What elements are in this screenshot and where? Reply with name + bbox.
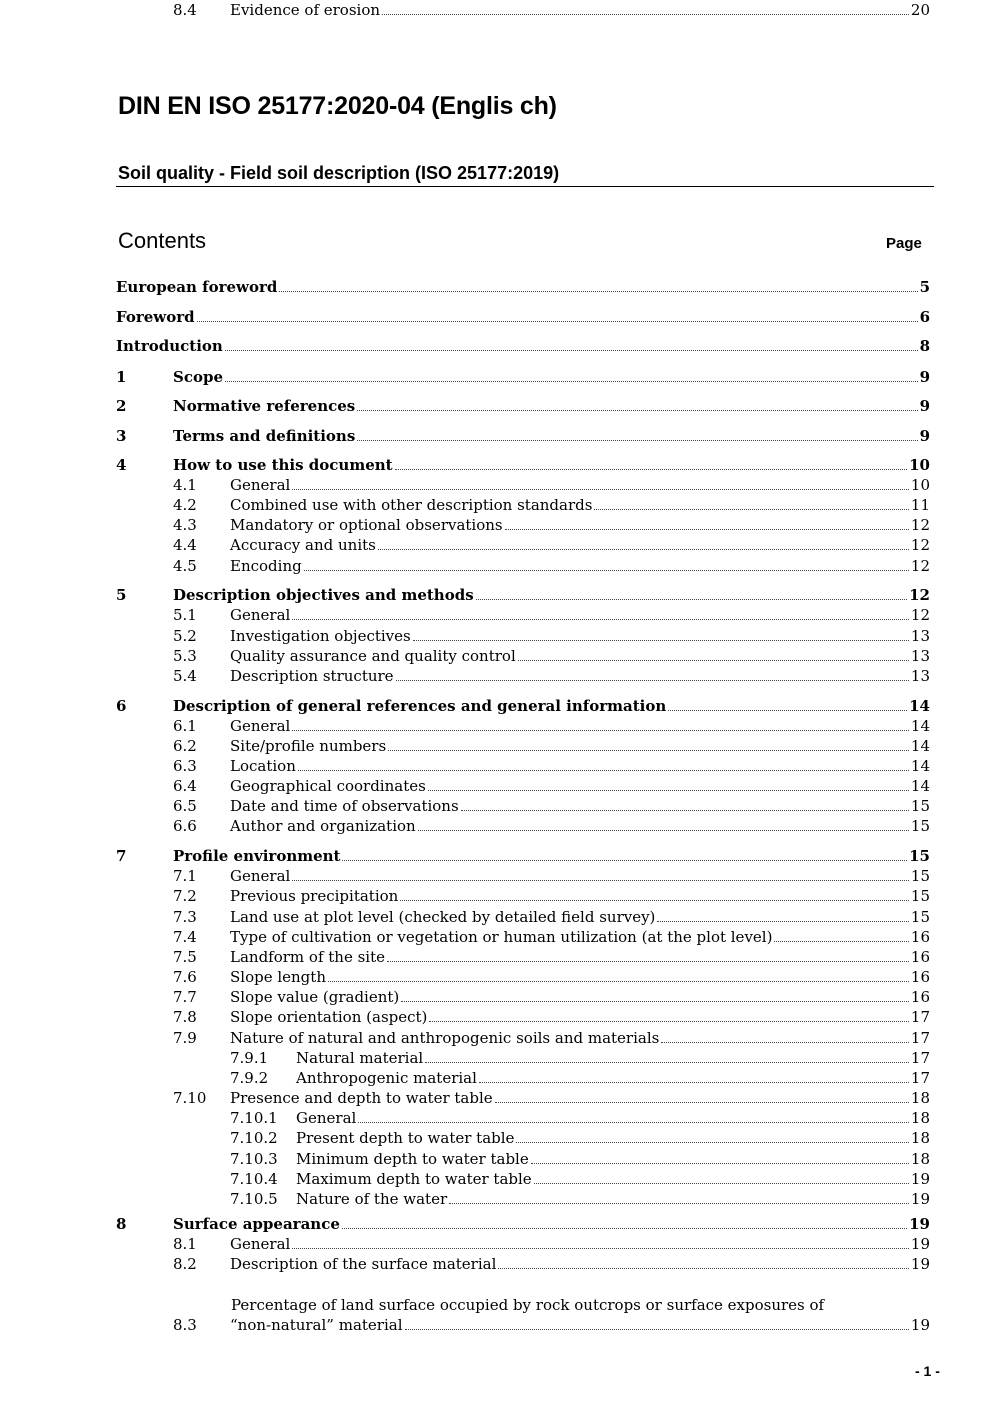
toc-entry[interactable] [0, 1048, 992, 1068]
toc-entry[interactable] [0, 846, 992, 866]
toc-entry-title: Type of cultivation or vegetation or human utilization (at the plot level) [230, 928, 773, 946]
dot-leader [449, 1203, 909, 1204]
dot-leader [413, 640, 909, 641]
toc-entry[interactable] [0, 277, 992, 297]
toc-entry-continuation: Percentage of land surface occupied by rock outcrops or surface exposures of [231, 1296, 825, 1314]
toc-entry-page: 10 [909, 456, 930, 474]
toc-entry[interactable] [0, 475, 992, 495]
toc-entry-title: Anthropogenic material [296, 1069, 477, 1087]
toc-entry-title: Geographical coordinates [230, 777, 426, 795]
toc-entry-page: 17 [910, 1029, 930, 1047]
toc-entry[interactable] [0, 535, 992, 555]
toc-entry-title: Description structure [230, 667, 394, 685]
toc-entry-number: 4.5 [173, 557, 197, 575]
toc-entry-page: 14 [910, 777, 930, 795]
toc-entry-number: 7.10.4 [230, 1170, 278, 1188]
toc-entry-number: 4.1 [173, 476, 197, 494]
toc-entry-page: 19 [910, 1170, 930, 1188]
toc-entry-page: 9 [919, 397, 930, 415]
toc-entry-title: General [230, 867, 291, 885]
toc-entry-page: 15 [910, 797, 930, 815]
toc-entry-number: 8 [116, 1215, 127, 1233]
dot-leader [418, 830, 909, 831]
toc-entry-page: 5 [919, 278, 930, 296]
dot-leader [774, 941, 908, 942]
dot-leader [405, 1329, 909, 1330]
toc-entry[interactable] [0, 816, 992, 836]
toc-entry-page: 6 [919, 308, 930, 326]
dot-leader [594, 509, 908, 510]
dot-leader [304, 570, 909, 571]
toc-entry-page: 14 [910, 757, 930, 775]
toc-entry[interactable] [0, 886, 992, 906]
toc-entry-page: 13 [910, 627, 930, 645]
toc-entry[interactable] [0, 736, 992, 756]
toc-entry-page: 16 [910, 928, 930, 946]
toc-entry-number: 7.4 [173, 928, 197, 946]
dot-leader [225, 381, 918, 382]
toc-entry[interactable] [0, 907, 992, 927]
toc-entry-number: 6.4 [173, 777, 197, 795]
dot-leader [425, 1062, 909, 1063]
toc-entry-title: Normative references [173, 397, 356, 415]
toc-entry[interactable] [0, 1088, 992, 1108]
dot-leader [531, 1163, 909, 1164]
toc-entry[interactable] [0, 626, 992, 646]
toc-entry-page: 12 [910, 536, 930, 554]
toc-entry[interactable] [0, 987, 992, 1007]
dot-leader [461, 810, 909, 811]
dot-leader [382, 14, 909, 15]
toc-entry-number: 7.1 [173, 867, 197, 885]
dot-leader [357, 410, 917, 411]
toc-entry-page: 12 [909, 586, 930, 604]
toc-entry-number: 7.2 [173, 887, 197, 905]
toc-entry-title: Land use at plot level (checked by detailed field survey) [230, 908, 656, 926]
dot-leader [292, 880, 909, 881]
page-column-label: Page [886, 235, 922, 252]
toc-entry-page: 13 [910, 667, 930, 685]
toc-entry-page: 15 [910, 887, 930, 905]
toc-entry-number: 7.10 [173, 1089, 207, 1107]
toc-entry-number: 4.4 [173, 536, 197, 554]
dot-leader [401, 1001, 909, 1002]
toc-entry[interactable] [0, 866, 992, 886]
toc-entry-title: Investigation objectives [230, 627, 411, 645]
toc-entry-page: 17 [910, 1008, 930, 1026]
toc-entry-number: 6.6 [173, 817, 197, 835]
toc-entry-page: 19 [910, 1255, 930, 1273]
toc-entry-title: Profile environment [173, 847, 341, 865]
dot-leader [657, 921, 908, 922]
dot-leader [668, 710, 907, 711]
dot-leader [395, 469, 908, 470]
toc-entry-number: 7.9.1 [230, 1049, 269, 1067]
toc-entry-number: 7.3 [173, 908, 197, 926]
toc-entry[interactable] [0, 1128, 992, 1148]
dot-leader [429, 1021, 909, 1022]
toc-entry-page: 17 [910, 1049, 930, 1067]
toc-entry-number: 8.4 [173, 1, 197, 19]
dot-leader [387, 961, 909, 962]
toc-entry-title: Description of general references and general information [173, 697, 667, 715]
toc-entry-title: Foreword [116, 308, 195, 326]
toc-entry[interactable] [0, 336, 992, 356]
toc-entry-page: 19 [910, 1190, 930, 1208]
toc-entry-number: 6 [116, 697, 127, 715]
toc-entry-title: “non-natural” material [230, 1316, 403, 1334]
toc-entry-page: 14 [910, 737, 930, 755]
dot-leader [358, 1122, 909, 1123]
toc-entry-title: Description of the surface material [230, 1255, 497, 1273]
toc-entry-page: 12 [910, 516, 930, 534]
toc-entry-number: 7.10.5 [230, 1190, 278, 1208]
toc-entry-page: 8 [919, 337, 930, 355]
toc-entry-page: 16 [910, 948, 930, 966]
toc-entry[interactable] [0, 1149, 992, 1169]
toc-entry-number: 7.5 [173, 948, 197, 966]
toc-entry-title: Natural material [296, 1049, 424, 1067]
toc-entry[interactable] [0, 666, 992, 686]
toc-entry-title: Scope [173, 368, 224, 386]
toc-entry[interactable] [0, 1254, 992, 1274]
dot-leader [279, 291, 917, 292]
toc-entry[interactable] [0, 426, 992, 446]
toc-entry-title: Presence and depth to water table [230, 1089, 493, 1107]
toc-entry-title: Encoding [230, 557, 302, 575]
dot-leader [495, 1102, 909, 1103]
toc-entry-title: Present depth to water table [296, 1129, 515, 1147]
page-number: - 1 - [915, 1363, 940, 1379]
toc-entry-number: 5 [116, 586, 127, 604]
toc-entry[interactable] [0, 927, 992, 947]
toc-entry-number: 7 [116, 847, 127, 865]
toc-entry-title: Date and time of observations [230, 797, 459, 815]
dot-leader [357, 440, 917, 441]
toc-entry[interactable] [0, 716, 992, 736]
dot-leader [476, 599, 907, 600]
toc-entry[interactable] [0, 1315, 992, 1335]
toc-entry[interactable] [0, 646, 992, 666]
toc-entry-page: 18 [910, 1109, 930, 1127]
dot-leader [342, 1228, 907, 1229]
toc-entry-page: 12 [910, 606, 930, 624]
toc-entry[interactable] [0, 1108, 992, 1128]
toc-entry-title: General [230, 1235, 291, 1253]
dot-leader [292, 730, 909, 731]
toc-entry-number: 4.3 [173, 516, 197, 534]
toc-entry-title: Author and organization [230, 817, 416, 835]
toc-entry-title: Quality assurance and quality control [230, 647, 516, 665]
toc-entry-page: 19 [910, 1316, 930, 1334]
toc-entry[interactable] [0, 796, 992, 816]
toc-entry[interactable] [0, 1068, 992, 1088]
toc-entry[interactable] [0, 1007, 992, 1027]
toc-entry-title: Mandatory or optional observations [230, 516, 503, 534]
toc-entry-title: General [230, 476, 291, 494]
toc-entry-title: General [296, 1109, 357, 1127]
toc-entry[interactable] [0, 585, 992, 605]
toc-entry-title: Location [230, 757, 296, 775]
dot-leader [292, 489, 909, 490]
toc-entry-page: 16 [910, 968, 930, 986]
toc-entry-title: Maximum depth to water table [296, 1170, 532, 1188]
toc-entry[interactable] [0, 455, 992, 475]
toc-entry-title: Accuracy and units [230, 536, 376, 554]
toc-entry-number: 7.9.2 [230, 1069, 269, 1087]
toc-entry-title: Description objectives and methods [173, 586, 474, 604]
dot-leader [388, 750, 909, 751]
toc-entry[interactable] [0, 396, 992, 416]
toc-entry-page: 9 [919, 427, 930, 445]
contents-heading: Contents [118, 228, 207, 253]
toc-entry-title: General [230, 606, 291, 624]
toc-entry-number: 8.1 [173, 1235, 197, 1253]
dot-leader [505, 529, 909, 530]
dot-leader [292, 619, 909, 620]
dot-leader [197, 321, 918, 322]
toc-entry[interactable] [0, 556, 992, 576]
toc-entry-title: Slope length [230, 968, 326, 986]
dot-leader [498, 1268, 909, 1269]
toc-entry-title: Terms and definitions [173, 427, 356, 445]
toc-entry[interactable] [0, 696, 992, 716]
toc-entry-title: Nature of the water [296, 1190, 448, 1208]
toc-entry[interactable] [0, 0, 992, 20]
toc-entry-number: 4 [116, 456, 127, 474]
toc-entry-page: 15 [910, 867, 930, 885]
toc-entry-title: Landform of the site [230, 948, 385, 966]
toc-entry-number: 7.6 [173, 968, 197, 986]
toc-entry-page: 14 [909, 697, 930, 715]
toc-entry-page: 19 [910, 1235, 930, 1253]
toc-entry-title: European foreword [116, 278, 278, 296]
toc-entry-number: 1 [116, 368, 127, 386]
dot-leader [225, 350, 918, 351]
toc-entry-page: 12 [910, 557, 930, 575]
toc-entry-number: 5.4 [173, 667, 197, 685]
toc-entry-page: 16 [910, 988, 930, 1006]
toc-entry-page: 17 [910, 1069, 930, 1087]
toc-entry[interactable] [0, 756, 992, 776]
toc-entry-page: 18 [910, 1150, 930, 1168]
dot-leader [292, 1248, 909, 1249]
toc-entry-number: 6.5 [173, 797, 197, 815]
toc-entry[interactable] [0, 307, 992, 327]
toc-entry-number: 8.2 [173, 1255, 197, 1273]
dot-leader [516, 1142, 908, 1143]
dot-leader [661, 1042, 909, 1043]
dot-leader [396, 680, 909, 681]
toc-entry-number: 7.10.3 [230, 1150, 278, 1168]
dot-leader [428, 790, 909, 791]
dot-leader [298, 770, 909, 771]
dot-leader [378, 549, 909, 550]
toc-entry-page: 15 [910, 908, 930, 926]
document-title: DIN EN ISO 25177:2020-04 (Englis ch) [118, 92, 557, 120]
dot-leader [534, 1183, 909, 1184]
toc-entry-number: 6.2 [173, 737, 197, 755]
toc-entry-number: 5.3 [173, 647, 197, 665]
toc-entry[interactable] [0, 776, 992, 796]
toc-entry-title: Surface appearance [173, 1215, 340, 1233]
toc-entry-number: 7.7 [173, 988, 197, 1006]
toc-entry-number: 5.2 [173, 627, 197, 645]
toc-entry[interactable] [0, 605, 992, 625]
toc-entry-number: 6.1 [173, 717, 197, 735]
toc-entry-number: 5.1 [173, 606, 197, 624]
toc-entry[interactable] [0, 1214, 992, 1234]
toc-entry-page: 18 [910, 1129, 930, 1147]
toc-entry-title: Combined use with other description standards [230, 496, 593, 514]
toc-entry-page: 15 [910, 817, 930, 835]
toc-entry-page: 14 [910, 717, 930, 735]
toc-entry-title: General [230, 717, 291, 735]
toc-entry[interactable] [0, 1028, 992, 1048]
dot-leader [479, 1082, 909, 1083]
toc-entry-number: 7.8 [173, 1008, 197, 1026]
toc-entry-number: 8.3 [173, 1316, 197, 1334]
toc-entry-page: 19 [909, 1215, 930, 1233]
toc-entry-page: 15 [909, 847, 930, 865]
toc-entry-number: 4.2 [173, 496, 197, 514]
toc-entry[interactable] [0, 1169, 992, 1189]
toc-entry-number: 7.10.2 [230, 1129, 278, 1147]
toc-entry-page: 9 [919, 368, 930, 386]
title-rule [116, 186, 934, 187]
toc-entry-title: Site/profile numbers [230, 737, 387, 755]
toc-entry-number: 6.3 [173, 757, 197, 775]
dot-leader [400, 900, 909, 901]
toc-entry-number: 2 [116, 397, 127, 415]
toc-entry-number: 7.9 [173, 1029, 197, 1047]
toc-entry-title: Introduction [116, 337, 223, 355]
dot-leader [328, 981, 909, 982]
toc-entry-title: Nature of natural and anthropogenic soils and materials [230, 1029, 660, 1047]
toc-entry-title: How to use this document [173, 456, 393, 474]
document-subtitle: Soil quality - Field soil description (ISO 25177:2019) [118, 163, 560, 183]
toc-entry-page: 10 [910, 476, 930, 494]
toc-entry-page: 20 [910, 1, 930, 19]
toc-entry-number: 7.10.1 [230, 1109, 278, 1127]
toc-entry[interactable] [0, 947, 992, 967]
toc-entry-title: Slope value (gradient) [230, 988, 400, 1006]
toc-entry[interactable] [0, 515, 992, 535]
toc-entry[interactable] [0, 1234, 992, 1254]
dot-leader [342, 860, 907, 861]
toc-entry-page: 18 [910, 1089, 930, 1107]
toc-entry-title: Previous precipitation [230, 887, 399, 905]
toc-entry-page: 11 [910, 496, 930, 514]
toc-entry-page: 13 [910, 647, 930, 665]
toc-entry-number: 3 [116, 427, 127, 445]
toc-entry[interactable] [0, 967, 992, 987]
toc-entry-title: Minimum depth to water table [296, 1150, 529, 1168]
toc-entry[interactable] [0, 1189, 992, 1209]
toc-entry[interactable] [0, 495, 992, 515]
toc-entry[interactable] [0, 367, 992, 387]
toc-entry-title: Slope orientation (aspect) [230, 1008, 428, 1026]
toc-entry-title: Evidence of erosion [230, 1, 381, 19]
dot-leader [518, 660, 909, 661]
